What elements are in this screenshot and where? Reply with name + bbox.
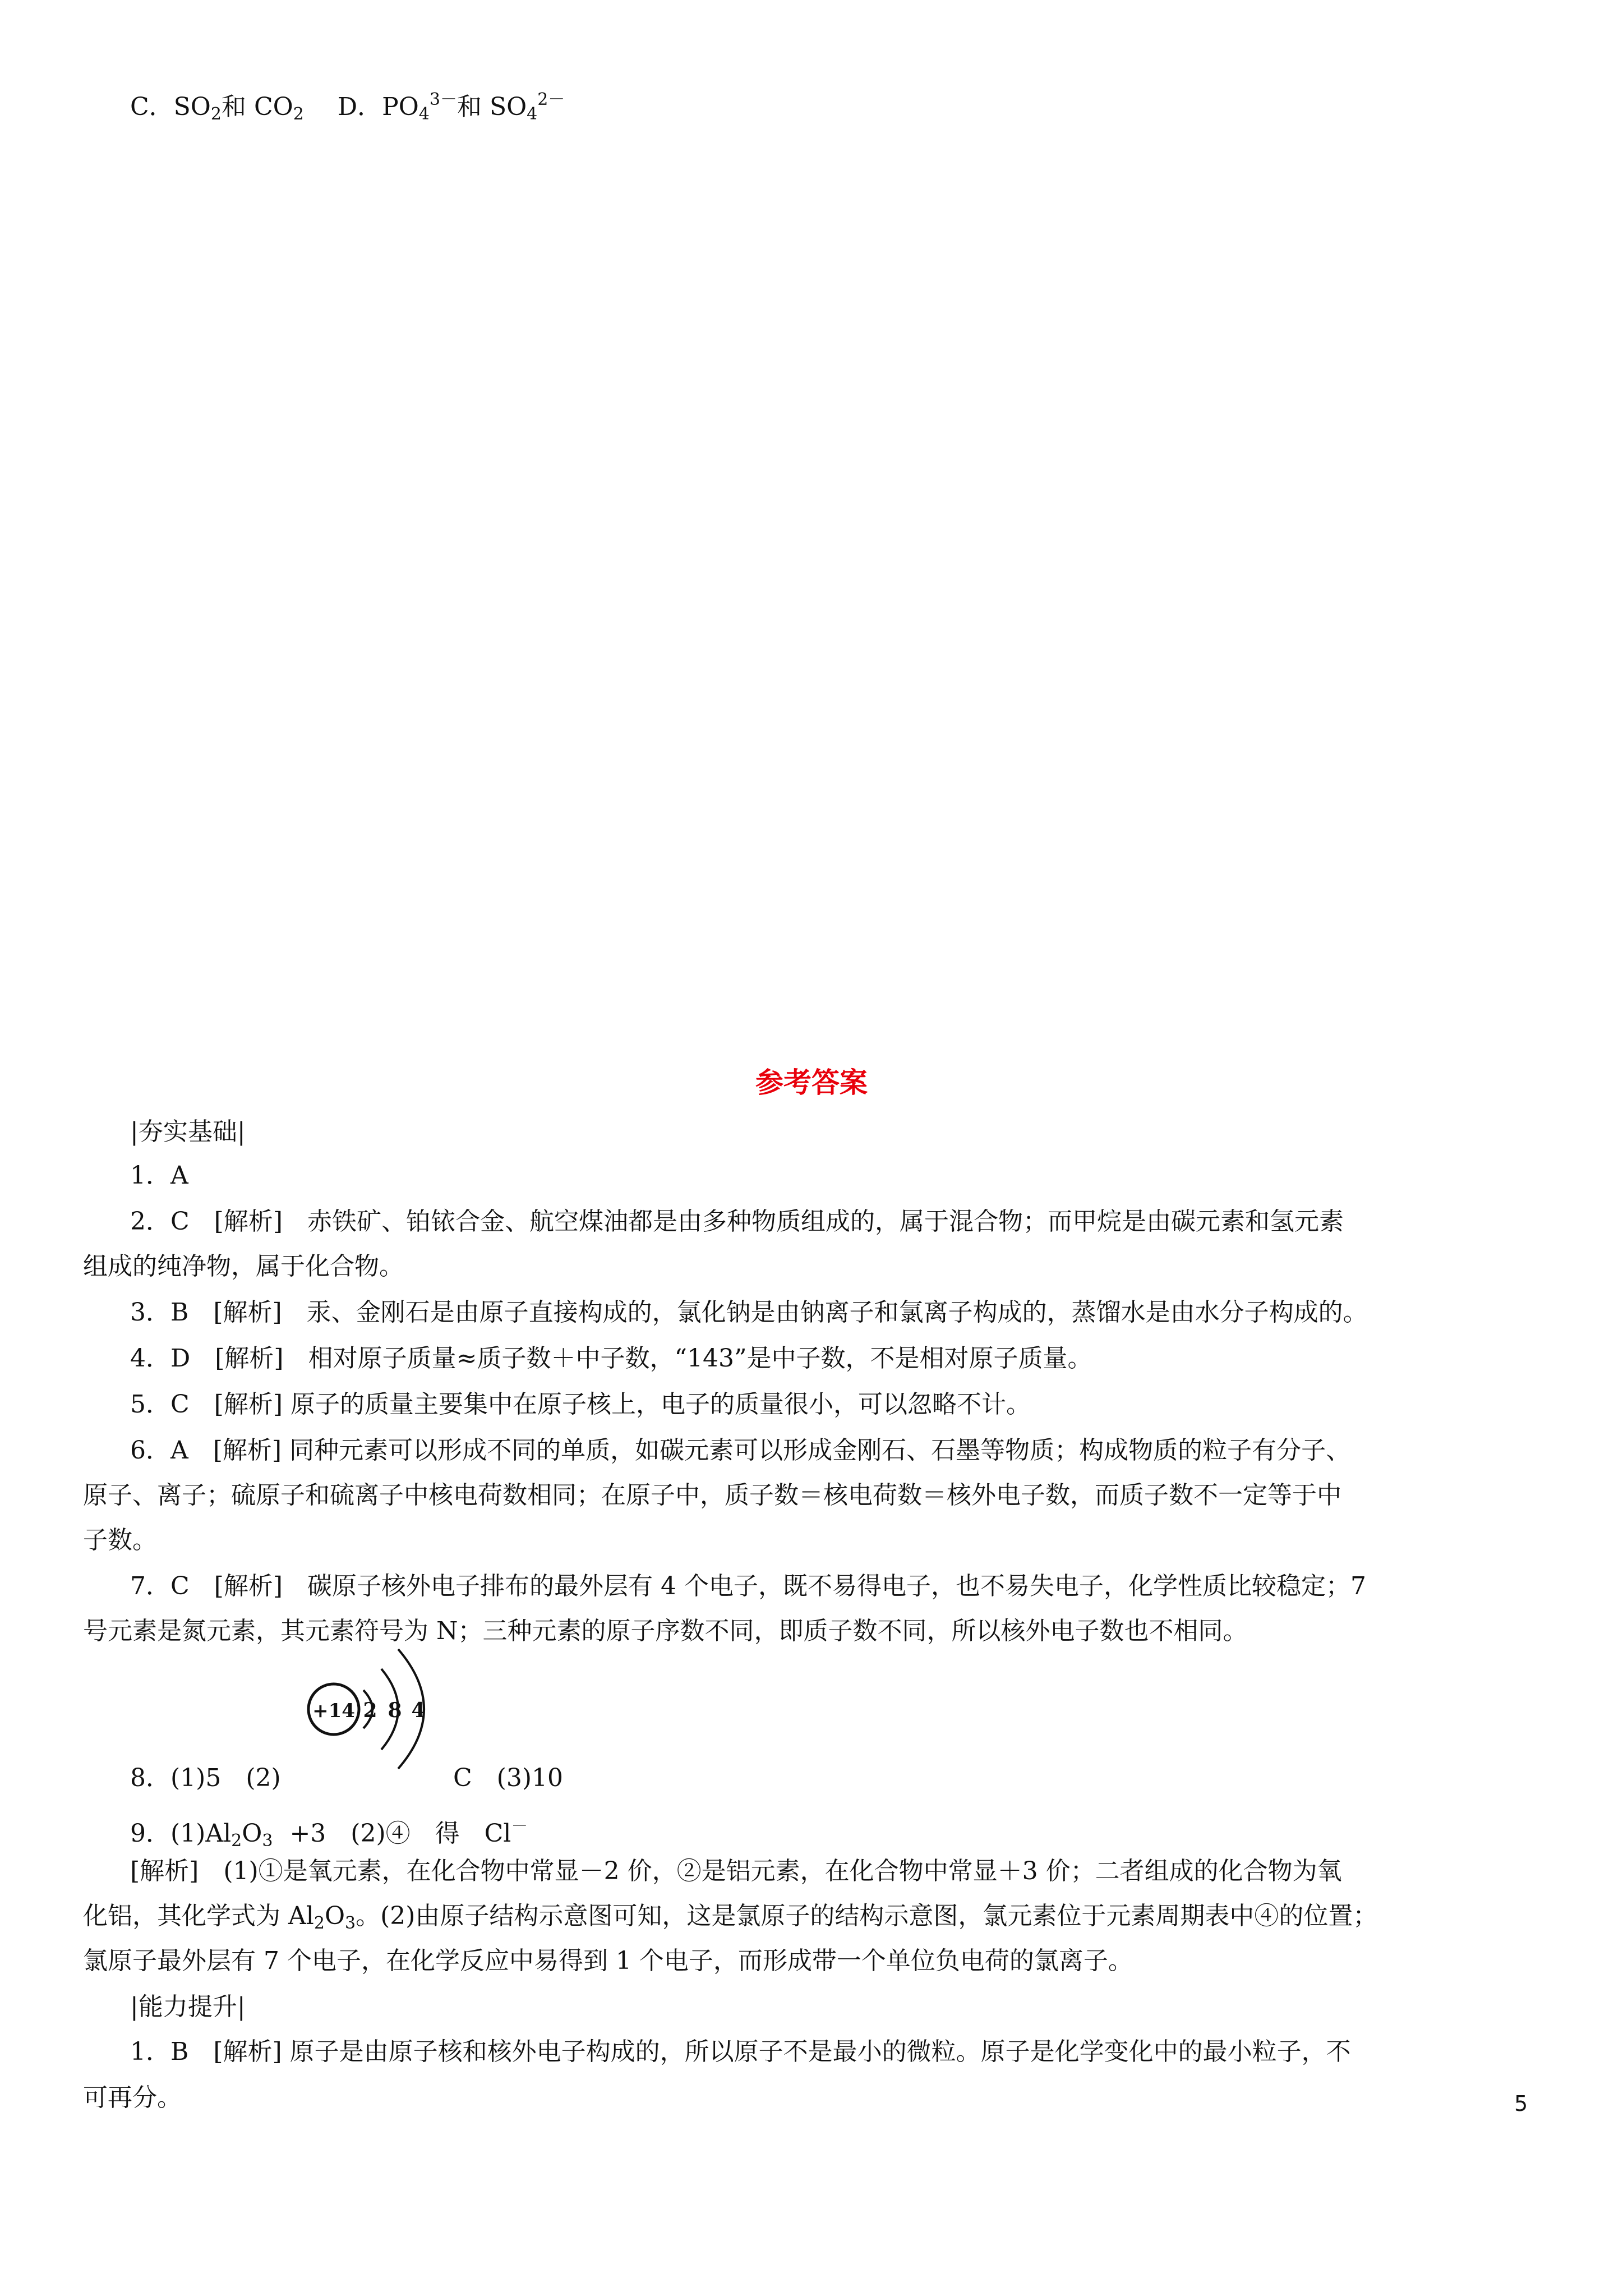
answer-title: 参考答案 xyxy=(755,1066,868,1099)
option-c-label: C．SO xyxy=(130,93,211,121)
answer-7-line1: 7．C [解析] 碳原子核外电子排布的最外层有 4 个电子，既不易得电子，也不易失电子，化学性质比较稳定；7 xyxy=(130,1572,1366,1600)
page-number: 5 xyxy=(1514,2091,1528,2116)
answer-9: 9．$(1)Al_2O_3 +3$ (2)④ 得 Cl－ xyxy=(130,1816,528,1851)
answer-8-part2: C (3)10 xyxy=(453,1764,563,1792)
answer-8-part1: 8．(1)5 (2) xyxy=(130,1764,281,1792)
answer-7-line2: 号元素是氮元素，其元素符号为 N；三种元素的原子序数不同，即质子数不同，所以核外电子数也不相同。 xyxy=(83,1617,1248,1645)
answer-6-line3: 子数。 xyxy=(83,1526,157,1554)
nucleus-charge: +14 xyxy=(312,1700,355,1722)
shell-1-count: 2 xyxy=(363,1699,377,1722)
answer-9-explanation-line1: [解析] (1)①是氧元素，在化合物中常显－2 价，②是铝元素，在化合物中常显＋3 价；二者组成的化合物为氧 xyxy=(130,1857,1342,1885)
shell-3-count: 4 xyxy=(411,1699,426,1722)
answer-1: 1．A xyxy=(130,1161,188,1190)
answer-3: 3．B [解析] 汞、金刚石是由原子直接构成的，氯化钠是由钠离子和氯离子构成的，蒸馏水是由水分子构成的。 xyxy=(130,1298,1368,1327)
section-advanced: |能力提升| xyxy=(130,1993,246,2021)
section-basic: |夯实基础| xyxy=(130,1117,246,1146)
answer-6-line2: 原子、离子；硫原子和硫离子中核电荷数相同；在原子中，质子数＝核电荷数＝核外电子数，而质子数不一定等于中 xyxy=(83,1481,1341,1510)
advanced-answer-1-line2: 可再分。 xyxy=(83,2083,182,2112)
shell-2-count: 8 xyxy=(388,1699,402,1722)
answer-5: 5．C [解析] 原子的质量主要集中在原子核上，电子的质量很小，可以忽略不计。 xyxy=(130,1390,1031,1419)
advanced-answer-1-line1: 1．B [解析] 原子是由原子核和核外电子构成的，所以原子不是最小的微粒。原子是化学变化中的最小粒子，不 xyxy=(130,2037,1351,2066)
answer-2-line1: 2．C [解析] 赤铁矿、铂铱合金、航空煤油都是由多种物质组成的，属于混合物；而甲烷是由碳元素和氢元素 xyxy=(130,1207,1344,1236)
answer-9-explanation-line3: 氯原子最外层有 7 个电子，在化学反应中易得到 1 个电子，而形成带一个单位负电荷的氯离子。 xyxy=(83,1947,1133,1975)
answer-9-explanation-line2: 化铝，其化学式为 $Al_2O_3$。(2)由原子结构示意图可知，这是氯原子的结构示意图，氯元素位于元素周期表中④的位置； xyxy=(83,1902,1378,1933)
answer-4: 4．D [解析] 相对原子质量≈质子数＋中子数，“143”是中子数，不是相对原子质量。 xyxy=(130,1344,1092,1373)
answer-6-line1: 6．A [解析] 同种元素可以形成不同的单质，如碳元素可以形成金刚石、石墨等物质；构成物质的粒子有分子、 xyxy=(130,1436,1351,1465)
option-d-label: D．PO xyxy=(337,93,419,121)
answer-2-line2: 组成的纯净物，属于化合物。 xyxy=(83,1252,404,1281)
atom-structure-diagram xyxy=(303,1646,432,1770)
options-line-cd: C．$SO_2$和 $CO_2$ D．$PO_4^{3-}$和 $SO_4^{2-}$ xyxy=(130,90,565,124)
